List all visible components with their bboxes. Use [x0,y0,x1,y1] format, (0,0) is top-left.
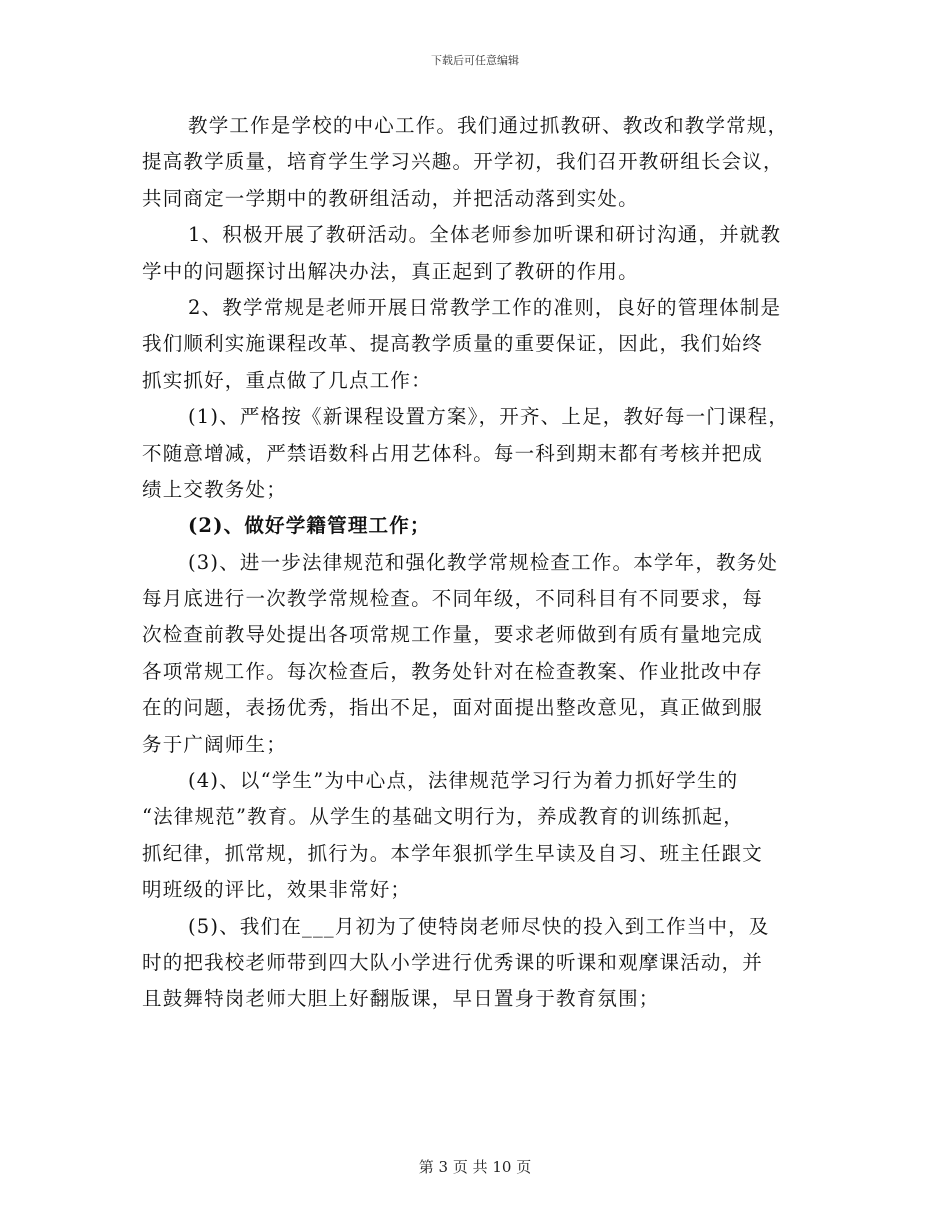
text-line: 教学工作是学校的中心工作。我们通过抓教研、教改和教学常规， [188,114,789,137]
text-line: 各项常规工作。每次检查后，教务处针对在检查教案、作业批改中存 [142,659,764,683]
text-line: (2)、做好学籍管理工作； [188,514,431,538]
text-line: 绩上交教务处； [142,477,287,501]
text-line: 且鼓舞特岗老师大胆上好翻版课，早日置身于教育氛围； [142,987,660,1011]
text-line: 在的问题，表扬优秀，指出不足，面对面提出整改意见，真正做到服 [142,696,764,720]
text-line: 务于广阔师生； [142,732,287,756]
page-footer: 第 3 页 共 10 页 [418,1158,532,1176]
text-line: 1、积极开展了教研活动。全体老师参加听课和研讨沟通，并就教 [188,223,782,247]
text-line: 抓实抓好，重点做了几点工作： [142,368,432,392]
text-line: 提高教学质量，培育学生学习兴趣。开学初，我们召开教研组长会议， [142,150,784,174]
text-line: 每月底进行一次教学常规检查。不同年级，不同科目有不同要求，每 [142,587,764,611]
text-line: 共同商定一学期中的教研组活动，并把活动落到实处。 [142,186,639,210]
text-line: 抓纪律，抓常规，抓行为。本学年狠抓学生早读及自习、班主任跟文 [142,841,764,865]
header-note: 下载后可任意编辑 [431,54,519,67]
text-line: (1)、严格按《新课程设置方案》，开齐、上足，教好每一门课程， [188,405,790,429]
text-line: 2、教学常规是老师开展日常教学工作的准则，良好的管理体制是 [188,295,782,319]
text-line: 学中的问题探讨出解决办法，真正起到了教研的作用。 [142,259,639,283]
text-line: (3)、进一步法律规范和强化教学常规检查工作。本学年，教务处 [188,550,779,574]
text-line: (5)、我们在___月初为了使特岗老师尽快的投入到工作当中，及 [188,914,770,938]
text-line: (4)、以“学生”为中心点，法律规范学习行为着力抓好学生的 [188,769,739,793]
text-line: “法律规范”教育。从学生的基础文明行为，养成教育的训练抓起， [142,805,744,829]
text-line: 时的把我校老师带到四大队小学进行优秀课的听课和观摩课活动，并 [142,950,764,974]
document-body [142,108,822,1018]
text-line: 次检查前教导处提出各项常规工作量，要求老师做到有质有量地完成 [142,623,764,647]
text-line: 明班级的评比，效果非常好； [142,878,412,902]
text-line: 不随意增减，严禁语数科占用艺体科。每一科到期末都有考核并把成 [142,441,764,465]
text-line: 我们顺利实施课程改革、提高教学质量的重要保证，因此，我们始终 [142,332,764,356]
